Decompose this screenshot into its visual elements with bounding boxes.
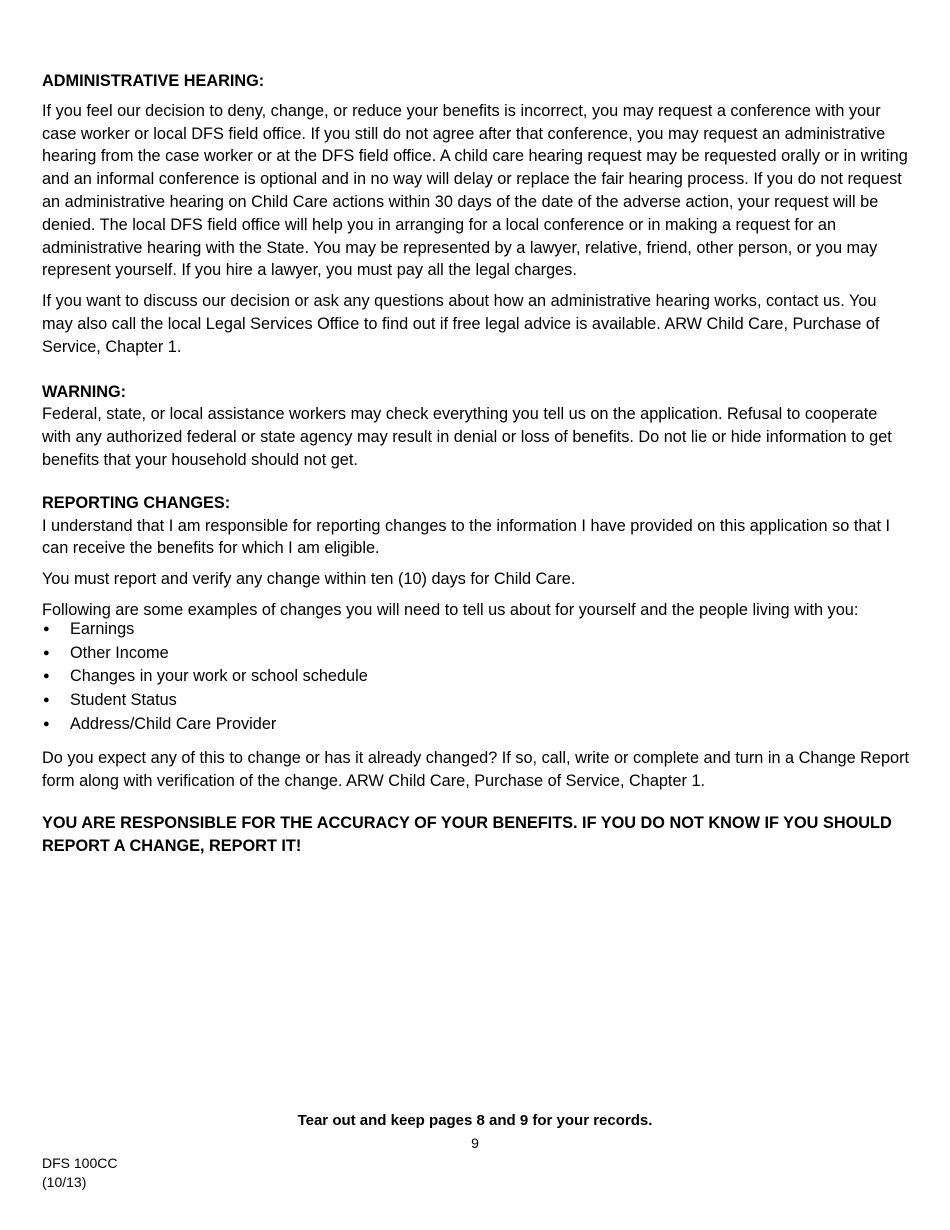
list-item-label: Other Income	[70, 643, 169, 662]
change-examples-list	[42, 618, 910, 737]
bullet-icon: ●	[43, 717, 50, 730]
list-item-label: Changes in your work or school schedule	[70, 667, 368, 686]
bullet-icon: ●	[43, 694, 50, 707]
warning-heading: WARNING:	[42, 382, 127, 401]
list-item	[42, 665, 910, 689]
form-revision-date: (10/13)	[42, 1174, 87, 1190]
reporting-changes-heading: REPORTING CHANGES:	[42, 493, 231, 512]
reporting-examples-intro: Following are some examples of changes you will need to tell us about for yourself and the people living with you:	[42, 600, 859, 619]
list-item	[42, 618, 910, 642]
reporting-responsibility-paragraph: I understand that I am responsible for reporting changes to the information I have provided on this application so that I can receive the benefits for which I am eligible.	[42, 516, 891, 558]
form-number: DFS 100CC	[42, 1155, 118, 1171]
warning-text: Federal, state, or local assistance workers may check everything you tell us on the application. Refusal to cooperate with any authorized federal or state agency may result in denial or loss of benefits. Do not lie or hide information to get benefits that your household should not get.	[42, 405, 892, 469]
administrative-hearing-contact-paragraph: If you want to discuss our decision or ask any questions about how an administrative hearing works, contact us. You may also call the local Legal Services Office to find out if free legal advice is available. ARW Child Care, Purchase of Service, Chapter 1.	[42, 292, 880, 356]
tear-out-note: Tear out and keep pages 8 and 9 for your records.	[297, 1112, 653, 1129]
list-item	[42, 713, 910, 737]
bullet-icon: ●	[43, 670, 50, 683]
reporting-changes-section	[42, 492, 910, 793]
bullet-icon: ●	[43, 646, 50, 659]
list-item	[42, 642, 910, 666]
list-item	[42, 689, 910, 713]
administrative-hearing-paragraph: If you feel our decision to deny, change, or reduce your benefits is incorrect, you may request a conference with your case worker or local DFS field office. If you still do not agree after that conference, you may request an administrative hearing from the case worker or at the DFS field office. A child care hearing request may be requested orally or in writing and an informal conference is optional and in no way will delay or replace the fair hearing process. If you do not request an administrative hearing on Child Care actions within 30 days of the date of the adverse action, your request will be denied. The local DFS field office will help you in arranging for a local conference or in making a request for an administrative hearing with the State. You may be represented by a lawyer, relative, friend, other person, or you may represent yourself. If you hire a lawyer, you must pay all the legal charges.	[42, 101, 908, 280]
bullet-icon: ●	[43, 622, 50, 635]
administrative-hearing-section	[42, 70, 910, 359]
page-number: 9	[471, 1135, 479, 1151]
list-item-label: Address/Child Care Provider	[70, 714, 277, 733]
list-item-label: Student Status	[70, 691, 177, 710]
form-identifier	[42, 1154, 117, 1192]
document-page	[42, 70, 910, 858]
change-report-paragraph: Do you expect any of this to change or has it already changed? If so, call, write or complete and turn in a Change Report form along with verification of the change. ARW Child Care, Purchase of Service, Chapter 1.	[42, 748, 910, 790]
administrative-hearing-heading: ADMINISTRATIVE HEARING:	[42, 72, 265, 90]
reporting-deadline-paragraph: You must report and verify any change within ten (10) days for Child Care.	[42, 570, 576, 589]
responsibility-notice: YOU ARE RESPONSIBLE FOR THE ACCURACY OF YOUR BENEFITS. IF YOU DO NOT KNOW IF YOU SHOULD REPORT A CHANGE, REPORT IT!	[42, 814, 892, 856]
list-item-label: Earnings	[70, 619, 135, 638]
warning-section	[42, 381, 910, 472]
